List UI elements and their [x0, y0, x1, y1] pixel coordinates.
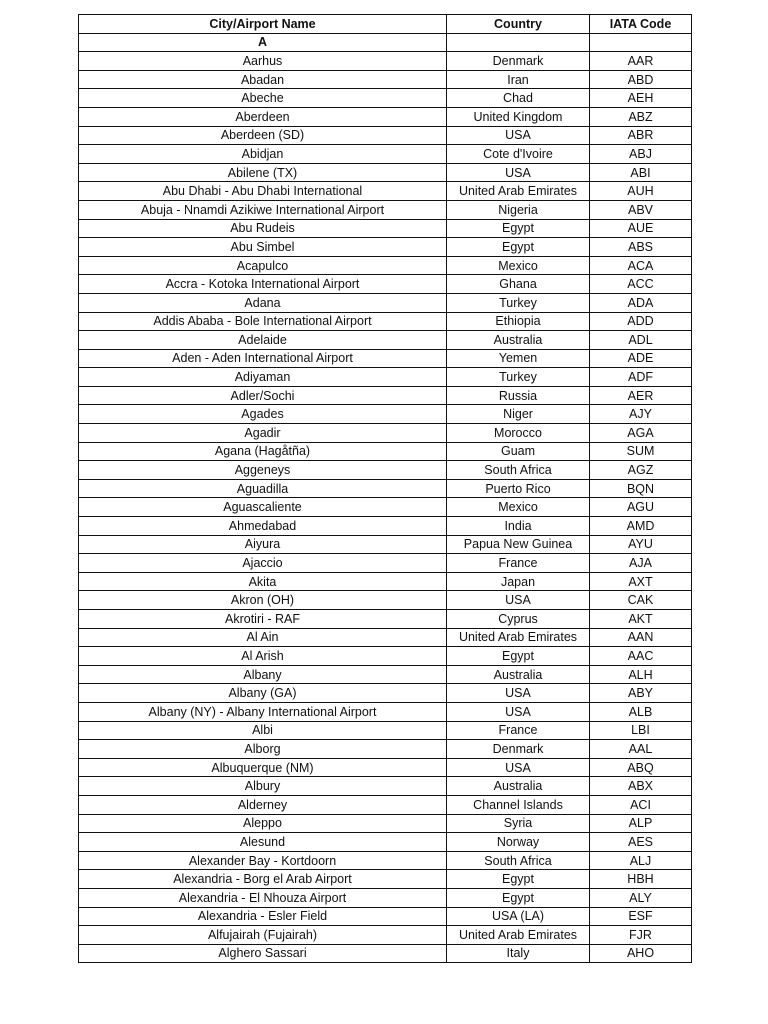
cell-country: Japan	[447, 572, 590, 591]
cell-country: USA	[447, 758, 590, 777]
table-row	[79, 758, 692, 777]
cell-iata-code: HBH	[590, 870, 692, 889]
cell-country: Denmark	[447, 740, 590, 759]
cell-city-airport-name: Al Ain	[79, 628, 447, 647]
cell-iata-code: ADD	[590, 312, 692, 331]
cell-iata-code: AJA	[590, 554, 692, 573]
cell-city-airport-name: Aarhus	[79, 52, 447, 71]
cell-city-airport-name: Adana	[79, 293, 447, 312]
cell-city-airport-name: Addis Ababa - Bole International Airport	[79, 312, 447, 331]
cell-iata-code: ALB	[590, 702, 692, 721]
cell-iata-code: ABJ	[590, 145, 692, 164]
section-empty-cell	[590, 33, 692, 52]
table-row	[79, 554, 692, 573]
table-row	[79, 238, 692, 257]
cell-city-airport-name: Abeche	[79, 89, 447, 108]
cell-country: Egypt	[447, 870, 590, 889]
cell-iata-code: AUH	[590, 182, 692, 201]
table-row	[79, 926, 692, 945]
table-row	[79, 368, 692, 387]
table-row	[79, 814, 692, 833]
cell-country: Chad	[447, 89, 590, 108]
section-row	[79, 33, 692, 52]
cell-city-airport-name: Alderney	[79, 795, 447, 814]
cell-country: USA (LA)	[447, 907, 590, 926]
cell-country: United Kingdom	[447, 107, 590, 126]
cell-city-airport-name: Adiyaman	[79, 368, 447, 387]
cell-city-airport-name: Albany (GA)	[79, 684, 447, 703]
table-row	[79, 591, 692, 610]
cell-iata-code: AXT	[590, 572, 692, 591]
cell-city-airport-name: Albuquerque (NM)	[79, 758, 447, 777]
cell-country: Egypt	[447, 888, 590, 907]
cell-city-airport-name: Alexandria - Esler Field	[79, 907, 447, 926]
table-row	[79, 944, 692, 963]
table-row	[79, 795, 692, 814]
cell-country: India	[447, 517, 590, 536]
cell-iata-code: ABI	[590, 163, 692, 182]
cell-iata-code: ADF	[590, 368, 692, 387]
cell-city-airport-name: Abilene (TX)	[79, 163, 447, 182]
cell-iata-code: AUE	[590, 219, 692, 238]
table-row	[79, 275, 692, 294]
cell-city-airport-name: Abuja - Nnamdi Azikiwe International Airport	[79, 200, 447, 219]
header-iata-code: IATA Code	[590, 15, 692, 34]
cell-country: Syria	[447, 814, 590, 833]
cell-iata-code: ABV	[590, 200, 692, 219]
cell-city-airport-name: Alexandria - Borg el Arab Airport	[79, 870, 447, 889]
cell-country: France	[447, 554, 590, 573]
cell-city-airport-name: Akita	[79, 572, 447, 591]
table-row	[79, 833, 692, 852]
cell-iata-code: LBI	[590, 721, 692, 740]
cell-city-airport-name: Agadir	[79, 424, 447, 443]
cell-iata-code: ALH	[590, 665, 692, 684]
cell-iata-code: AGZ	[590, 461, 692, 480]
cell-iata-code: ACA	[590, 256, 692, 275]
table-row	[79, 52, 692, 71]
cell-iata-code: AEH	[590, 89, 692, 108]
cell-city-airport-name: Aleppo	[79, 814, 447, 833]
table-row	[79, 535, 692, 554]
table-row	[79, 386, 692, 405]
cell-country: Morocco	[447, 424, 590, 443]
cell-city-airport-name: Ajaccio	[79, 554, 447, 573]
table-row	[79, 145, 692, 164]
cell-city-airport-name: Alghero Sassari	[79, 944, 447, 963]
cell-iata-code: ADE	[590, 349, 692, 368]
cell-country: Russia	[447, 386, 590, 405]
cell-country: Norway	[447, 833, 590, 852]
cell-country: Turkey	[447, 293, 590, 312]
cell-iata-code: AHO	[590, 944, 692, 963]
cell-city-airport-name: Abu Rudeis	[79, 219, 447, 238]
cell-iata-code: CAK	[590, 591, 692, 610]
cell-iata-code: AKT	[590, 610, 692, 629]
table-row	[79, 628, 692, 647]
table-row	[79, 572, 692, 591]
cell-country: Papua New Guinea	[447, 535, 590, 554]
cell-iata-code: ABY	[590, 684, 692, 703]
cell-country: Egypt	[447, 238, 590, 257]
cell-city-airport-name: Alexander Bay - Kortdoorn	[79, 851, 447, 870]
cell-country: Nigeria	[447, 200, 590, 219]
cell-country: Yemen	[447, 349, 590, 368]
table-row	[79, 219, 692, 238]
table-row	[79, 424, 692, 443]
cell-country: Ghana	[447, 275, 590, 294]
cell-iata-code: ACC	[590, 275, 692, 294]
cell-city-airport-name: Adelaide	[79, 331, 447, 350]
table-row	[79, 200, 692, 219]
cell-city-airport-name: Alfujairah (Fujairah)	[79, 926, 447, 945]
cell-country: Mexico	[447, 498, 590, 517]
cell-city-airport-name: Albany (NY) - Albany International Airport	[79, 702, 447, 721]
cell-iata-code: AYU	[590, 535, 692, 554]
cell-country: Ethiopia	[447, 312, 590, 331]
cell-city-airport-name: Agana (Hagåtña)	[79, 442, 447, 461]
cell-iata-code: ALP	[590, 814, 692, 833]
cell-country: Egypt	[447, 647, 590, 666]
cell-city-airport-name: Aguascaliente	[79, 498, 447, 517]
cell-iata-code: ADL	[590, 331, 692, 350]
cell-country: Guam	[447, 442, 590, 461]
cell-country: United Arab Emirates	[447, 182, 590, 201]
cell-city-airport-name: Alexandria - El Nhouza Airport	[79, 888, 447, 907]
table-row	[79, 870, 692, 889]
table-row	[79, 665, 692, 684]
cell-country: Niger	[447, 405, 590, 424]
cell-city-airport-name: Aggeneys	[79, 461, 447, 480]
cell-iata-code: SUM	[590, 442, 692, 461]
cell-country: Mexico	[447, 256, 590, 275]
cell-iata-code: AAN	[590, 628, 692, 647]
table-row	[79, 89, 692, 108]
table-row	[79, 163, 692, 182]
table-row	[79, 498, 692, 517]
table-row	[79, 888, 692, 907]
table-row	[79, 610, 692, 629]
cell-iata-code: ADA	[590, 293, 692, 312]
cell-iata-code: AJY	[590, 405, 692, 424]
cell-city-airport-name: Accra - Kotoka International Airport	[79, 275, 447, 294]
cell-country: Italy	[447, 944, 590, 963]
cell-city-airport-name: Albury	[79, 777, 447, 796]
cell-iata-code: ABS	[590, 238, 692, 257]
table-row	[79, 684, 692, 703]
table-row	[79, 442, 692, 461]
table-row	[79, 702, 692, 721]
table-row	[79, 647, 692, 666]
table-row	[79, 331, 692, 350]
cell-iata-code: ABR	[590, 126, 692, 145]
table-row	[79, 461, 692, 480]
cell-city-airport-name: Ahmedabad	[79, 517, 447, 536]
cell-country: USA	[447, 126, 590, 145]
table-row	[79, 182, 692, 201]
cell-country: United Arab Emirates	[447, 628, 590, 647]
table-row	[79, 740, 692, 759]
table-row	[79, 312, 692, 331]
cell-city-airport-name: Aberdeen (SD)	[79, 126, 447, 145]
cell-country: Australia	[447, 331, 590, 350]
cell-city-airport-name: Agades	[79, 405, 447, 424]
cell-city-airport-name: Aguadilla	[79, 479, 447, 498]
table-row	[79, 851, 692, 870]
cell-iata-code: ESF	[590, 907, 692, 926]
cell-city-airport-name: Albi	[79, 721, 447, 740]
cell-city-airport-name: Aden - Aden International Airport	[79, 349, 447, 368]
cell-iata-code: AAL	[590, 740, 692, 759]
cell-country: United Arab Emirates	[447, 926, 590, 945]
cell-iata-code: AGA	[590, 424, 692, 443]
cell-city-airport-name: Adler/Sochi	[79, 386, 447, 405]
cell-country: Turkey	[447, 368, 590, 387]
table-row	[79, 256, 692, 275]
cell-city-airport-name: Abidjan	[79, 145, 447, 164]
header-city-airport-name: City/Airport Name	[79, 15, 447, 34]
cell-country: France	[447, 721, 590, 740]
cell-city-airport-name: Abu Simbel	[79, 238, 447, 257]
cell-country: USA	[447, 163, 590, 182]
cell-country: Australia	[447, 777, 590, 796]
airport-code-table	[78, 14, 692, 963]
cell-city-airport-name: Al Arish	[79, 647, 447, 666]
table-row	[79, 721, 692, 740]
table-row	[79, 349, 692, 368]
table-row	[79, 293, 692, 312]
table-header-row	[79, 15, 692, 34]
cell-iata-code: AAR	[590, 52, 692, 71]
table-row	[79, 907, 692, 926]
cell-iata-code: ALJ	[590, 851, 692, 870]
cell-city-airport-name: Aiyura	[79, 535, 447, 554]
cell-country: Puerto Rico	[447, 479, 590, 498]
cell-country: South Africa	[447, 851, 590, 870]
cell-country: Channel Islands	[447, 795, 590, 814]
cell-country: USA	[447, 684, 590, 703]
cell-iata-code: ABZ	[590, 107, 692, 126]
table-row	[79, 107, 692, 126]
cell-iata-code: AGU	[590, 498, 692, 517]
cell-city-airport-name: Abu Dhabi - Abu Dhabi International	[79, 182, 447, 201]
cell-country: Denmark	[447, 52, 590, 71]
cell-iata-code: ABX	[590, 777, 692, 796]
cell-iata-code: AMD	[590, 517, 692, 536]
cell-country: Cyprus	[447, 610, 590, 629]
cell-city-airport-name: Akrotiri - RAF	[79, 610, 447, 629]
table-row	[79, 126, 692, 145]
cell-city-airport-name: Alborg	[79, 740, 447, 759]
cell-country: Egypt	[447, 219, 590, 238]
table-row	[79, 777, 692, 796]
cell-iata-code: BQN	[590, 479, 692, 498]
cell-city-airport-name: Aberdeen	[79, 107, 447, 126]
cell-iata-code: ABQ	[590, 758, 692, 777]
header-country: Country	[447, 15, 590, 34]
cell-iata-code: AER	[590, 386, 692, 405]
cell-city-airport-name: Alesund	[79, 833, 447, 852]
cell-iata-code: ALY	[590, 888, 692, 907]
cell-iata-code: AAC	[590, 647, 692, 666]
cell-iata-code: ACI	[590, 795, 692, 814]
cell-iata-code: FJR	[590, 926, 692, 945]
table-row	[79, 517, 692, 536]
airport-code-table-container	[78, 14, 692, 963]
cell-iata-code: ABD	[590, 70, 692, 89]
cell-country: Iran	[447, 70, 590, 89]
cell-country: USA	[447, 702, 590, 721]
cell-iata-code: AES	[590, 833, 692, 852]
cell-city-airport-name: Akron (OH)	[79, 591, 447, 610]
cell-city-airport-name: Acapulco	[79, 256, 447, 275]
section-letter: A	[79, 33, 447, 52]
table-row	[79, 479, 692, 498]
cell-country: Australia	[447, 665, 590, 684]
cell-city-airport-name: Abadan	[79, 70, 447, 89]
cell-country: USA	[447, 591, 590, 610]
cell-country: Cote d'Ivoire	[447, 145, 590, 164]
cell-country: South Africa	[447, 461, 590, 480]
table-row	[79, 70, 692, 89]
table-body	[79, 33, 692, 963]
table-row	[79, 405, 692, 424]
section-empty-cell	[447, 33, 590, 52]
cell-city-airport-name: Albany	[79, 665, 447, 684]
